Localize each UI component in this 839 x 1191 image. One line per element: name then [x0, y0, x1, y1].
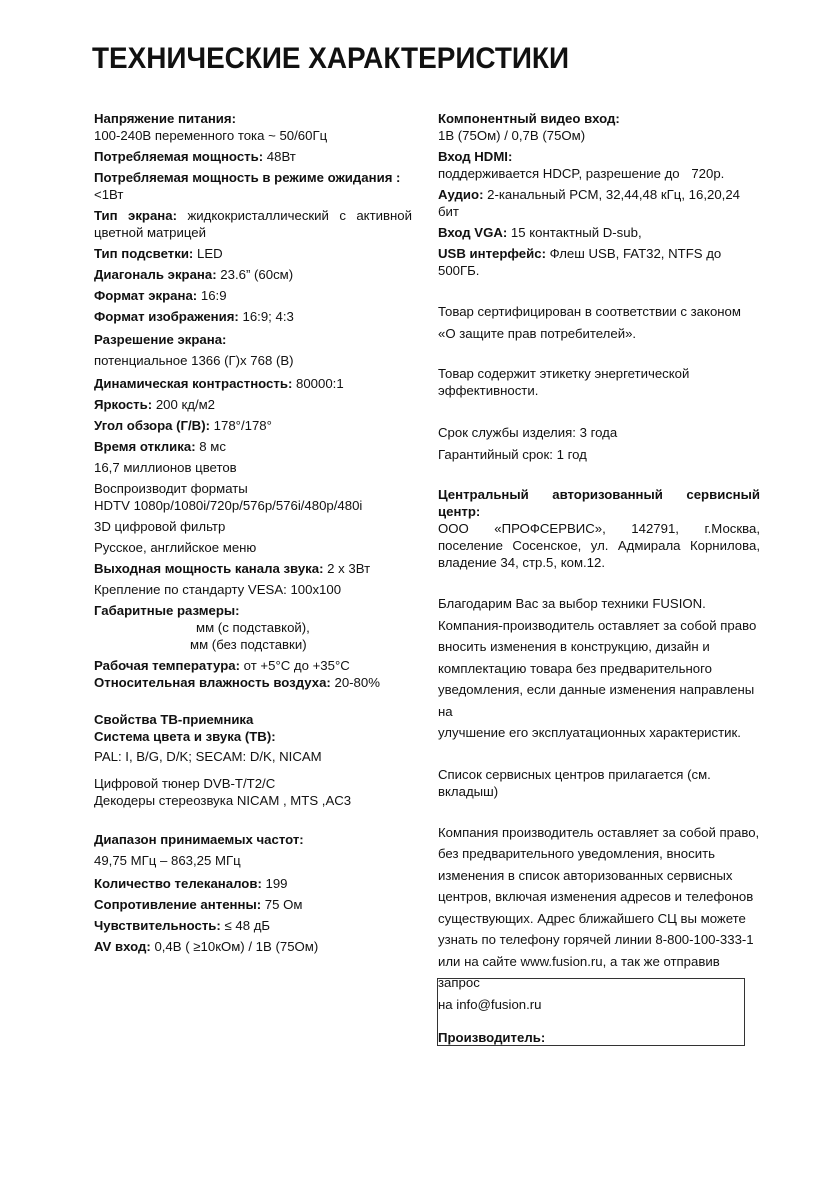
screen-type-label: Тип экрана: — [94, 208, 178, 223]
audio-value: 2-канальный PCM, 32,44,48 кГц, 16,20,24 бит — [438, 187, 740, 219]
vga-spec — [438, 224, 760, 241]
backlight-label: Тип подсветки: — [94, 246, 194, 261]
standby-spec — [94, 169, 412, 203]
hdmi-spec — [438, 148, 760, 182]
thanks-line: Компания-производитель оставляет за собой право — [438, 617, 757, 633]
humidity-value: 20-80% — [334, 675, 380, 690]
image-format-spec — [94, 308, 412, 325]
channels-spec — [94, 875, 412, 892]
diagonal-value: 23.6” (60см) — [220, 267, 294, 282]
resolution-value: потенциальное 1366 (Г)х 768 (В) — [94, 353, 294, 368]
rights-line: узнать по телефону горячей линии 8-800-100-333-1 — [438, 932, 754, 947]
contrast-label: Динамическая контрастность: — [94, 376, 293, 391]
sound-value: 2 х 3Вт — [327, 561, 371, 576]
tuner-value: Цифровой тюнер DVB-T/T2/C — [94, 776, 276, 791]
color-system-value: PAL: I, B/G, D/K; SECAM: D/K, NICAM — [94, 749, 322, 764]
cert-line1: Товар сертифицирован в соответствии с законом — [438, 304, 741, 319]
left-column — [94, 110, 412, 959]
diagonal-label: Диагональ экрана: — [94, 267, 217, 282]
rights-line: центров, включая изменения адресов и телефонов — [438, 889, 754, 904]
angle-spec — [94, 417, 412, 434]
audio-label: Аудио: — [438, 187, 484, 202]
usb-spec — [438, 245, 760, 279]
power-label: Напряжение питания: — [94, 111, 237, 126]
backlight-value: LED — [197, 246, 223, 261]
rights-line: изменения в список авторизованных сервисных — [438, 867, 733, 883]
manufacturer-box — [437, 978, 745, 1046]
lifetime-note — [438, 422, 760, 466]
sound-spec — [94, 560, 412, 577]
av-value: 0,4В ( ≥10кОм) / 1В (75Ом) — [154, 939, 319, 954]
service-center — [438, 486, 760, 571]
dims-label: Габаритные размеры: — [94, 603, 240, 618]
hdmi-value: поддерживается HDCP, разрешение до — [438, 166, 680, 181]
screen-type-spec — [94, 207, 412, 241]
right-column — [438, 110, 760, 1050]
standby-value: <1Вт — [94, 187, 124, 202]
thanks-line: уведомления, если данные изменения направлены на — [438, 682, 755, 719]
decoders-value: Декодеры стереозвука NICAM , MTS ,AC3 — [94, 793, 352, 808]
av-label: AV вход: — [94, 939, 151, 954]
menu-spec: Русское, английское меню — [94, 540, 257, 555]
energy-note: Товар содержит этикетку энергетической эффективности. — [438, 366, 690, 398]
contrast-value: 80000:1 — [296, 376, 344, 391]
warranty-value: Гарантийный срок: 1 год — [438, 447, 587, 462]
screen-format-value: 16:9 — [200, 288, 227, 303]
service-label: Центральный авторизованный сервисный центр: — [438, 487, 760, 519]
consumption-spec — [94, 148, 412, 165]
formats-line1: Воспроизводит форматы — [94, 481, 248, 496]
thanks-line: улучшение его эксплуатационных характеристик. — [438, 725, 741, 740]
resolution-label: Разрешение экрана: — [94, 332, 227, 347]
rights-line: существующих. Адрес ближайшего СЦ вы можете — [438, 910, 746, 926]
thanks-line: Благодарим Вас за выбор техники FUSION. — [438, 596, 706, 611]
component-value: 1В (75Ом) / 0,7В (75Ом) — [438, 128, 586, 143]
hdmi-resolution: 720р. — [691, 166, 725, 181]
sensitivity-value: ≤ 48 дБ — [224, 918, 271, 933]
consumption-label: Потребляемая мощность: — [94, 149, 264, 164]
brightness-value: 200 кд/м2 — [155, 397, 216, 412]
vga-label: Вход VGA: — [438, 225, 508, 240]
component-label: Компонентный видео вход: — [438, 111, 620, 126]
service-value: ООО «ПРОФСЕРВИС», 142791, г.Москва, поселение Сосенское, ул. Адмирала Корнилова, владение 34, стр.5, ком.12. — [438, 521, 760, 570]
page-title: ТЕХНИЧЕСКИЕ ХАРАКТЕРИСТИКИ — [92, 42, 570, 75]
filter-spec: 3D цифровой фильтр — [94, 519, 226, 534]
usb-value: Флеш USB, FAT32, NTFS до 500ГБ. — [438, 246, 722, 278]
color-system-label: Система цвета и звука (ТВ): — [94, 729, 276, 744]
dims-line2: мм (без подставки) — [190, 637, 307, 652]
service-list-note: Список сервисных центров прилагается (см. вкладыш) — [438, 766, 711, 799]
screen-type-value: жидкокристаллический с активной цветной матрицей — [94, 208, 412, 240]
audio-spec — [438, 186, 760, 220]
image-format-value: 16:9; 4:3 — [242, 309, 294, 324]
temp-spec — [94, 657, 412, 691]
thanks-line: вносить изменения в конструкцию, дизайн и — [438, 639, 710, 654]
usb-label: USB интерфейс: — [438, 246, 546, 261]
response-label: Время отклика: — [94, 439, 196, 454]
rights-line: или на сайте www.fusion.ru, а так же отправив запрос — [438, 953, 720, 990]
screen-format-spec — [94, 287, 412, 304]
channels-label: Количество телеканалов: — [94, 876, 262, 891]
diagonal-spec — [94, 266, 412, 283]
channels-value: 199 — [265, 876, 288, 891]
sensitivity-spec — [94, 917, 412, 934]
formats-line2: HDTV 1080p/1080i/720p/576p/576i/480p/480i — [94, 498, 363, 513]
temp-label: Рабочая температура: — [94, 658, 240, 673]
hdmi-label: Вход HDMI: — [438, 149, 513, 164]
antenna-spec — [94, 896, 412, 913]
response-value: 8 мс — [199, 439, 226, 454]
image-format-label: Формат изображения: — [94, 309, 239, 324]
temp-value: от +5°C до +35°C — [243, 658, 350, 673]
antenna-label: Сопротивление антенны: — [94, 897, 262, 912]
lifetime-value: Срок службы изделия: 3 года — [438, 425, 618, 440]
component-spec — [438, 110, 760, 144]
power-value: 100-240В переменного тока ~ 50/60Гц — [94, 128, 328, 143]
power-spec — [94, 110, 412, 144]
dims-spec — [94, 602, 412, 653]
manufacturer-label: Производитель: — [438, 1030, 546, 1045]
rights-line: без предварительного уведомления, вносить — [438, 846, 715, 861]
vesa-spec: Крепление по стандарту VESA: 100х100 — [94, 582, 342, 597]
thanks-line: комплектацию товара без предварительного — [438, 660, 712, 676]
angle-label: Угол обзора (Г/В): — [94, 418, 210, 433]
contrast-spec — [94, 375, 412, 392]
brightness-spec — [94, 396, 412, 413]
tv-section-heading: Свойства ТВ-приемника — [94, 712, 254, 727]
freq-value: 49,75 МГц – 863,25 МГц — [94, 853, 241, 868]
freq-spec — [94, 829, 412, 871]
av-spec — [94, 938, 412, 955]
rights-line: Компания производитель оставляет за собой право, — [438, 824, 760, 840]
formats-spec — [94, 480, 412, 514]
standby-label: Потребляемая мощность в режиме ожидания : — [94, 170, 401, 185]
brightness-label: Яркость: — [94, 397, 153, 412]
colors-spec: 16,7 миллионов цветов — [94, 460, 237, 475]
rights-line: на info@fusion.ru — [438, 996, 542, 1012]
tv-section — [94, 711, 412, 765]
backlight-spec — [94, 245, 412, 262]
certification-note — [438, 301, 760, 345]
screen-format-label: Формат экрана: — [94, 288, 198, 303]
freq-label: Диапазон принимаемых частот: — [94, 832, 304, 847]
response-spec — [94, 438, 412, 455]
thanks-note — [438, 593, 760, 744]
resolution-spec — [94, 329, 412, 371]
tuner-spec — [94, 775, 412, 809]
sound-label: Выходная мощность канала звука: — [94, 561, 324, 576]
sensitivity-label: Чувствительность: — [94, 918, 221, 933]
dims-line1: мм (с подставкой), — [196, 620, 310, 635]
angle-value: 178°/178° — [213, 418, 272, 433]
humidity-label: Относительная влажность воздуха: — [94, 675, 331, 690]
cert-line2: «О защите прав потребителей». — [438, 326, 637, 341]
antenna-value: 75 Ом — [264, 897, 303, 912]
consumption-value: 48Вт — [266, 149, 296, 164]
vga-value: 15 контактный D-sub, — [510, 225, 642, 240]
